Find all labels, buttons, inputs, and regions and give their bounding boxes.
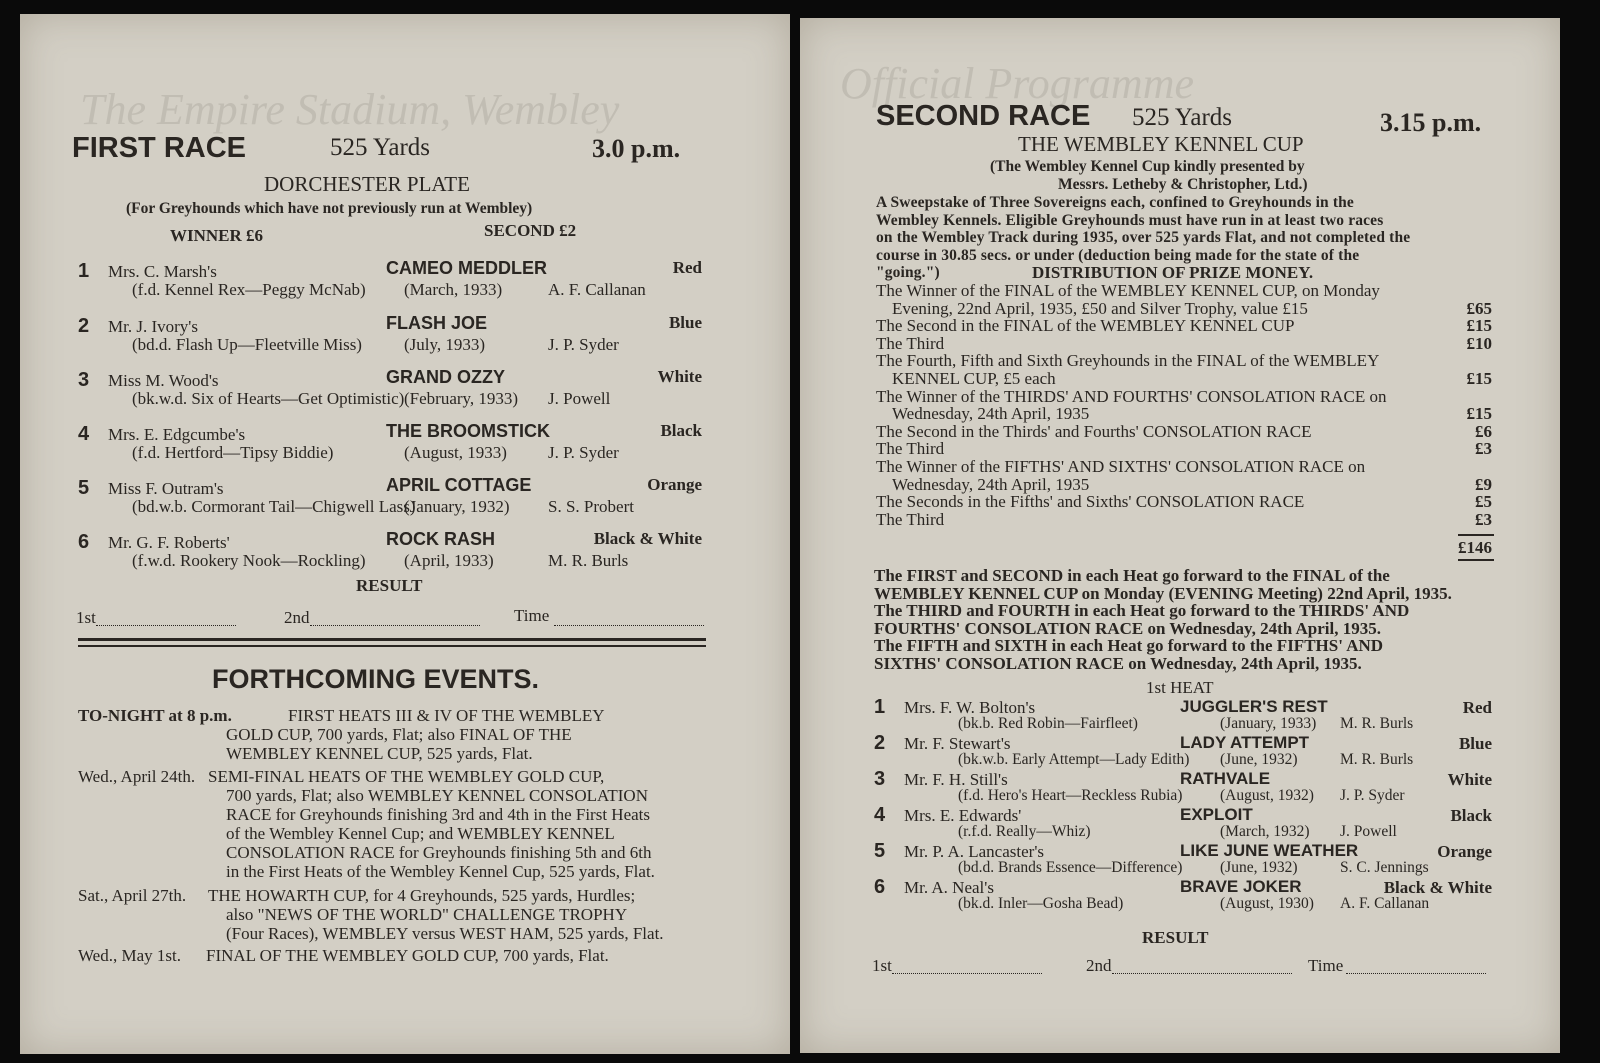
runner-dog-name: EXPLOIT [1180, 805, 1253, 824]
sweepstake-line: on the Wembley Track during 1935, over 525 yards Flat, and not completed the [876, 229, 1411, 246]
prize-text: Wednesday, 24th April, 1935 [892, 474, 1090, 494]
runner-trainer: J. Powell [548, 389, 611, 408]
runner-trainer: J. P. Syder [1340, 787, 1405, 804]
runner-dog-name: CAMEO MEDDLER [386, 258, 547, 278]
winner-prize: WINNER £6 [170, 226, 264, 245]
runner-dog-name: BRAVE JOKER [1180, 877, 1302, 896]
runner-trainer: J. Powell [1340, 823, 1397, 840]
runner-pedigree: (bk.w.b. Early Attempt—Lady Edith) [958, 751, 1190, 768]
sponsor-line-2: Messrs. Letheby & Christopher, Ltd.) [1058, 176, 1308, 193]
prize-text: The Winner of the FIFTHS' AND SIXTHS' CONSOLATION RACE on [876, 457, 1366, 476]
runner-colour: Black & White [1383, 878, 1492, 897]
bleed-through-watermark: The Empire Stadium, Wembley [80, 85, 620, 134]
result-first-label: 1st [872, 956, 892, 975]
event-date: Sat., April 27th. [78, 886, 187, 905]
event-line: (Four Races), WEMBLEY versus WEST HAM, 525 yards, Flat. [226, 924, 664, 943]
prize-text: The Third [876, 333, 945, 353]
runner-owner: Miss M. Wood's [108, 371, 219, 390]
right-page [800, 18, 1560, 1053]
event-line: GOLD CUP, 700 yards, Flat; also FINAL OF THE [226, 725, 572, 744]
prize-text: The Second in the FINAL of the WEMBLEY KENNEL CUP [876, 316, 1295, 336]
runner-pedigree: (f.d. Hertford—Tipsy Biddie) [132, 443, 334, 462]
runner-pedigree: (bd.d. Flash Up—Fleetville Miss) [132, 335, 362, 354]
runner-dog-name: ROCK RASH [386, 529, 496, 549]
note-line: The FIRST and SECOND in each Heat go forward to the FINAL of the [874, 566, 1390, 585]
heat-label: 1st HEAT [1146, 678, 1214, 697]
race-time: 3.0 p.m. [592, 134, 681, 163]
event-date: Wed., May 1st. [78, 946, 181, 965]
runner-pedigree: (r.f.d. Really—Whiz) [958, 823, 1091, 840]
runner-dog-name: LADY ATTEMPT [1180, 733, 1310, 752]
runner-trainer: J. P. Syder [548, 335, 619, 354]
race-time: 3.15 p.m. [1380, 108, 1482, 137]
result-first-label: 1st [76, 608, 96, 627]
runner-owner: Mr. F. Stewart's [904, 734, 1011, 753]
race-condition: (For Greyhounds which have not previously run at Wembley) [126, 200, 533, 217]
event-line: in the First Heats of the Wembley Kennel Cup, 525 yards, Flat. [226, 862, 655, 881]
prize-amount: £6 [1475, 421, 1492, 441]
prize-amount: £3 [1475, 439, 1492, 459]
sweepstake-line: course in 30.85 secs. or under (deduction being made for the state of the [876, 246, 1360, 264]
left-page [20, 14, 790, 1054]
sweepstake-line: Wembley Kennels. Eligible Greyhounds must have run in at least two races [876, 211, 1384, 229]
runner-born: (March, 1933) [404, 280, 503, 299]
runner-number: 5 [78, 477, 90, 499]
runner-number: 6 [78, 531, 90, 553]
result-second-label: 2nd [284, 608, 310, 627]
runner-number: 5 [874, 840, 886, 862]
runner-born: (January, 1933) [1220, 715, 1317, 732]
sweepstake-line: "going.") [876, 264, 940, 281]
double-rule-top [78, 638, 706, 641]
event-line: THE HOWARTH CUP, for 4 Greyhounds, 525 yards, Hurdles; [208, 886, 636, 905]
runner-number: 4 [874, 804, 886, 826]
runner-colour: White [1447, 770, 1492, 789]
event-date: Wed., April 24th. [78, 767, 196, 786]
prize-text: The Second in the Thirds' and Fourths' CONSOLATION RACE [876, 421, 1312, 441]
note-line: SIXTHS' CONSOLATION RACE on Wednesday, 24th April, 1935. [874, 653, 1362, 673]
event-line: RACE for Greyhounds finishing 3rd and 4th in the First Heats [226, 805, 651, 824]
distribution-title: DISTRIBUTION OF PRIZE MONEY. [1032, 263, 1314, 282]
result-second-field[interactable] [1112, 973, 1292, 974]
runner-pedigree: (bd.w.b. Cormorant Tail—Chigwell Lass) [132, 497, 416, 516]
runner-trainer: M. R. Burls [548, 551, 629, 570]
runner-dog-name: GRAND OZZY [386, 367, 505, 387]
runner-born: (February, 1933) [404, 389, 519, 408]
prize-total: £146 [1458, 538, 1492, 557]
total-double-rule [1458, 559, 1494, 561]
runner-owner: Miss F. Outram's [108, 479, 224, 498]
runner-trainer: J. P. Syder [548, 443, 619, 462]
runner-number: 1 [874, 696, 886, 718]
event-line: also "NEWS OF THE WORLD" CHALLENGE TROPHY [226, 905, 628, 924]
race-name: DORCHESTER PLATE [264, 172, 470, 196]
prize-amount: £65 [1466, 298, 1492, 318]
runner-trainer: S. C. Jennings [1340, 859, 1429, 876]
note-line: The FIFTH and SIXTH in each Heat go forward to the FIFTHS' AND [874, 636, 1384, 655]
prize-text: Wednesday, 24th April, 1935 [892, 404, 1090, 424]
sweepstake-line: A Sweepstake of Three Sovereigns each, confined to Greyhounds in the [876, 194, 1354, 211]
event-line: FINAL OF THE WEMBLEY GOLD CUP, 700 yards, Flat. [206, 946, 609, 965]
event-line: FIRST HEATS III & IV OF THE WEMBLEY [288, 706, 605, 725]
runner-owner: Mr. F. H. Still's [904, 770, 1008, 789]
runner-number: 2 [78, 315, 90, 337]
runner-born: (June, 1932) [1220, 859, 1298, 876]
runner-trainer: A. F. Callanan [548, 280, 646, 299]
prize-amount: £15 [1466, 404, 1492, 424]
race-title: SECOND RACE [876, 100, 1091, 132]
runner-colour: Black & White [593, 529, 702, 548]
prize-amount: £3 [1475, 509, 1492, 529]
runner-colour: White [657, 367, 702, 386]
result-first-field[interactable] [96, 625, 236, 626]
race-name: THE WEMBLEY KENNEL CUP [1018, 132, 1304, 156]
runner-owner: Mrs. E. Edgcumbe's [108, 425, 246, 444]
runner-dog-name: APRIL COTTAGE [386, 475, 532, 495]
runner-number: 4 [78, 423, 90, 445]
runner-dog-name: RATHVALE [1180, 769, 1271, 788]
sponsor-line-1: (The Wembley Kennel Cup kindly presented by [990, 158, 1305, 175]
result-time-label: Time [1308, 956, 1344, 975]
result-first-field[interactable] [892, 973, 1042, 974]
result-label: RESULT [356, 576, 423, 595]
prize-text: The Third [876, 509, 945, 529]
runner-born: (June, 1932) [1220, 751, 1298, 768]
event-line: of the Wembley Kennel Cup; and WEMBLEY KENNEL [226, 824, 615, 843]
runner-trainer: M. R. Burls [1340, 715, 1414, 732]
runner-born: (August, 1932) [1220, 787, 1314, 804]
prize-amount: £9 [1475, 474, 1492, 494]
runner-owner: Mrs. C. Marsh's [108, 262, 217, 281]
runner-born: (March, 1932) [1220, 823, 1310, 840]
prize-amount: £10 [1466, 333, 1492, 353]
runner-owner: Mr. P. A. Lancaster's [904, 842, 1044, 861]
result-label: RESULT [1142, 928, 1209, 947]
runner-colour: Orange [647, 475, 702, 494]
double-rule-bottom [78, 645, 706, 647]
result-time-label: Time [514, 606, 550, 625]
race-title: FIRST RACE [72, 132, 246, 164]
runner-colour: Blue [668, 313, 702, 332]
runner-dog-name: JUGGLER'S REST [1180, 697, 1328, 716]
runner-trainer: S. S. Probert [548, 497, 634, 516]
bleed-through-watermark: Official Programme [840, 59, 1194, 108]
prize-text: The Seconds in the Fifths' and Sixths' CONSOLATION RACE [876, 492, 1305, 512]
runner-colour: Red [672, 258, 702, 277]
prize-amount: £5 [1475, 492, 1492, 512]
prize-text: The Fourth, Fifth and Sixth Greyhounds in the FINAL of the WEMBLEY [876, 351, 1380, 371]
runner-owner: Mr. J. Ivory's [108, 317, 198, 336]
events-title: FORTHCOMING EVENTS. [212, 664, 540, 694]
prize-text: The Third [876, 439, 945, 459]
event-date: TO-NIGHT at 8 p.m. [78, 706, 232, 725]
runner-pedigree: (f.w.d. Rookery Nook—Rockling) [132, 551, 366, 570]
runner-number: 3 [78, 369, 90, 391]
runner-born: (August, 1930) [1220, 895, 1314, 912]
runner-trainer: M. R. Burls [1340, 751, 1414, 768]
runner-owner: Mrs. F. W. Bolton's [904, 698, 1036, 717]
event-line: SEMI-FINAL HEATS OF THE WEMBLEY GOLD CUP, [208, 767, 605, 786]
note-line: WEMBLEY KENNEL CUP on Monday (EVENING Meeting) 22nd April, 1935. [874, 583, 1452, 603]
runner-pedigree: (f.d. Kennel Rex—Peggy McNab) [132, 280, 366, 299]
runner-number: 2 [874, 732, 886, 754]
runner-colour: Black [660, 421, 702, 440]
runner-pedigree: (bk.b. Red Robin—Fairfleet) [958, 715, 1138, 732]
runner-number: 6 [874, 876, 886, 898]
prize-text: The Winner of the FINAL of the WEMBLEY KENNEL CUP, on Monday [876, 281, 1380, 300]
result-second-field[interactable] [310, 625, 480, 626]
runner-pedigree: (bk.w.d. Six of Hearts—Get Optimistic) [132, 389, 405, 408]
runner-dog-name: THE BROOMSTICK [386, 421, 550, 441]
event-line: 700 yards, Flat; also WEMBLEY KENNEL CONSOLATION [226, 786, 648, 805]
prize-text: Evening, 22nd April, 1935, £50 and Silver Trophy, value £15 [892, 298, 1308, 318]
runner-number: 3 [874, 768, 886, 790]
runner-owner: Mr. G. F. Roberts' [108, 533, 230, 552]
runner-owner: Mr. A. Neal's [904, 878, 994, 897]
prize-text: KENNEL CUP, £5 each [892, 369, 1056, 388]
runner-born: (July, 1933) [404, 335, 486, 354]
runner-colour: Red [1462, 698, 1492, 717]
runner-pedigree: (f.d. Hero's Heart—Reckless Rubia) [958, 787, 1183, 804]
event-line: WEMBLEY KENNEL CUP, 525 yards, Flat. [226, 744, 533, 763]
runner-colour: Orange [1437, 842, 1492, 861]
runner-pedigree: (bd.d. Brands Essence—Difference) [958, 859, 1183, 876]
note-line: FOURTHS' CONSOLATION RACE on Wednesday, 24th April, 1935. [874, 618, 1381, 638]
second-prize: SECOND £2 [484, 221, 577, 240]
result-time-field[interactable] [1346, 973, 1486, 974]
runner-dog-name: LIKE JUNE WEATHER [1180, 841, 1359, 860]
runner-pedigree: (bk.d. Inler—Gosha Bead) [958, 895, 1124, 912]
result-time-field[interactable] [554, 625, 704, 626]
total-rule [1458, 534, 1494, 536]
runner-born: (January, 1932) [404, 497, 510, 516]
event-line: CONSOLATION RACE for Greyhounds finishing 5th and 6th [226, 843, 652, 862]
prize-text: The Winner of the THIRDS' AND FOURTHS' CONSOLATION RACE on [876, 386, 1387, 406]
note-line: The THIRD and FOURTH in each Heat go forward to the THIRDS' AND [874, 601, 1410, 620]
race-distance: 525 Yards [330, 134, 431, 161]
runner-born: (August, 1933) [404, 443, 507, 462]
runner-dog-name: FLASH JOE [386, 313, 488, 333]
prize-amount: £15 [1466, 316, 1492, 336]
runner-number: 1 [78, 260, 90, 282]
race-distance: 525 Yards [1132, 104, 1233, 131]
runner-colour: Blue [1458, 734, 1492, 753]
runner-trainer: A. F. Callanan [1340, 895, 1430, 912]
runner-owner: Mrs. E. Edwards' [904, 806, 1022, 825]
runner-colour: Black [1450, 806, 1492, 825]
prize-amount: £15 [1466, 369, 1492, 388]
runner-born: (April, 1933) [404, 551, 494, 570]
result-second-label: 2nd [1086, 956, 1112, 975]
